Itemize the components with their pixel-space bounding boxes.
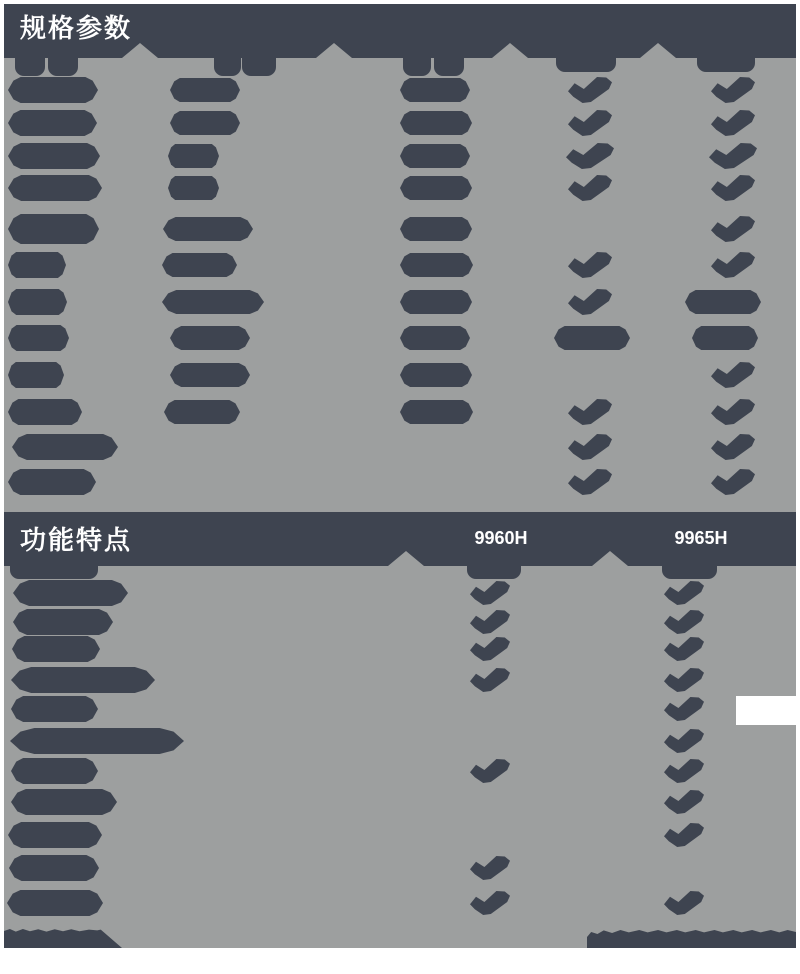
spec-redacted-row-label — [8, 110, 97, 136]
spec-pointer-notch — [640, 43, 676, 58]
spec-redacted-column-header — [434, 56, 464, 76]
spec-redacted-row-label — [8, 289, 67, 315]
spec-redacted-row-label — [8, 399, 82, 425]
spec-redacted-value — [400, 363, 472, 387]
spec-redacted-value — [170, 111, 240, 135]
feature-redacted-column-header — [10, 564, 98, 579]
feature-section-title: 功能特点 — [20, 525, 133, 555]
feature-redacted-column-header — [467, 564, 521, 579]
spec-redacted-column-header — [403, 56, 431, 76]
column-header-9965h: 9965H — [674, 528, 728, 548]
feature-redacted-row-label — [11, 696, 98, 722]
spec-redacted-value — [168, 176, 219, 200]
spec-redacted-value — [400, 326, 470, 350]
spec-redacted-column-header — [697, 56, 755, 72]
spec-redacted-row-label — [8, 469, 96, 495]
spec-pointer-notch — [122, 43, 158, 58]
feature-redacted-column-header — [662, 564, 717, 579]
spec-redacted-value — [692, 326, 758, 350]
spec-redacted-value — [168, 144, 219, 168]
spec-pointer-notch — [492, 43, 528, 58]
column-header-9960h: 9960H — [474, 528, 528, 548]
spec-redacted-column-header — [556, 56, 616, 72]
feature-pointer-notch — [388, 551, 424, 566]
spec-redacted-row-label — [8, 143, 100, 169]
feature-redacted-row-label — [13, 580, 128, 606]
spec-redacted-value — [400, 217, 472, 241]
spec-redacted-row-label — [8, 175, 102, 201]
spec-redacted-value — [170, 78, 240, 102]
spec-redacted-row-label — [12, 434, 118, 460]
spec-redacted-value — [400, 144, 470, 168]
spec-redacted-column-header — [15, 56, 45, 76]
right-edge-cutout — [736, 696, 797, 725]
spec-redacted-value — [400, 78, 470, 102]
spec-redacted-row-label — [8, 252, 66, 278]
spec-redacted-value — [400, 400, 473, 424]
spec-redacted-value — [162, 253, 237, 277]
spec-redacted-value — [163, 217, 253, 241]
spec-redacted-value — [400, 111, 472, 135]
feature-redacted-row-label — [9, 855, 99, 881]
feature-pointer-notch — [592, 551, 628, 566]
spec-pointer-notch — [316, 43, 352, 58]
spec-redacted-value — [400, 290, 472, 314]
spec-redacted-value — [400, 176, 472, 200]
feature-redacted-row-label — [12, 636, 100, 662]
feature-redacted-row-label — [10, 728, 184, 754]
spec-redacted-column-header — [214, 56, 241, 76]
spec-redacted-row-label — [8, 325, 69, 351]
spec-redacted-row-label — [8, 214, 99, 244]
feature-redacted-row-label — [7, 890, 103, 916]
spec-redacted-row-label — [8, 362, 64, 388]
spec-redacted-value — [170, 326, 250, 350]
spec-redacted-value — [554, 326, 630, 350]
spec-redacted-value — [685, 290, 761, 314]
spec-redacted-row-label — [8, 77, 98, 103]
feature-redacted-row-label — [8, 822, 102, 848]
spec-section-title: 规格参数 — [20, 13, 133, 43]
spec-redacted-value — [400, 253, 473, 277]
feature-redacted-row-label — [11, 789, 117, 815]
spec-redacted-value — [162, 290, 264, 314]
spec-redacted-value — [164, 400, 240, 424]
feature-redacted-row-label — [11, 758, 98, 784]
spec-redacted-column-header — [48, 56, 78, 76]
spec-redacted-value — [170, 363, 250, 387]
feature-redacted-row-label — [13, 609, 113, 635]
feature-redacted-row-label — [11, 667, 155, 693]
spec-redacted-column-header — [242, 56, 276, 76]
